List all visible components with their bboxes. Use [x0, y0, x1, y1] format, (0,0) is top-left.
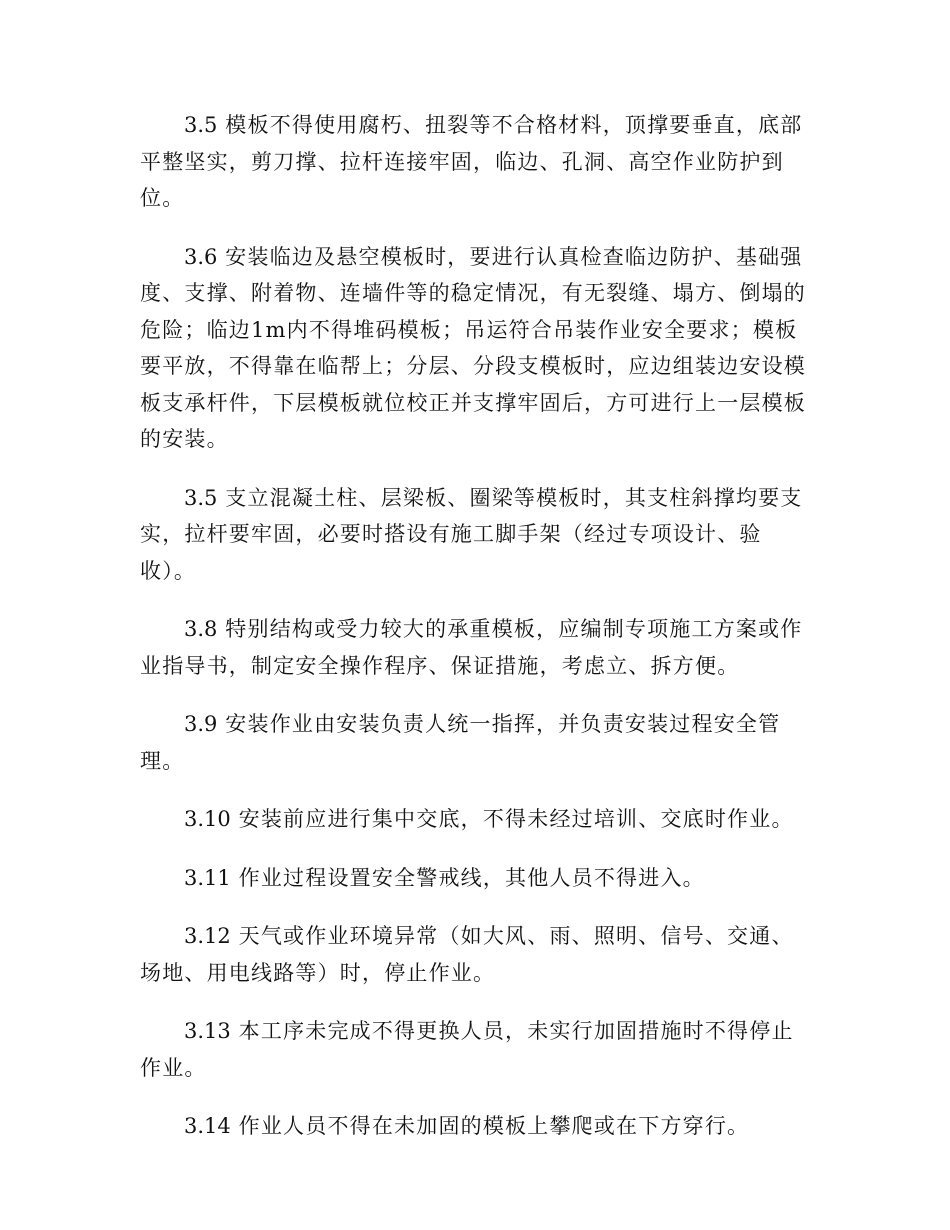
clause-text: 作业过程设置安全警戒线，其他人员不得进入。 [238, 865, 705, 890]
clause-number: 3.14 [184, 1114, 231, 1138]
clause-text: 本工序未完成不得更换人员，未实行加固措施时不得停止作业。 [140, 1019, 794, 1080]
paragraph-3-9-command [140, 706, 810, 779]
clause-text: 特别结构或受力较大的承重模板，应编制专项施工方案或作业指导书，制定安全操作程序、保证措施，考虑立、拆方便。 [140, 617, 803, 678]
paragraph-3-5-column-formwork [140, 480, 810, 590]
paragraph-3-5-materials [140, 107, 810, 217]
clause-text: 作业人员不得在未加固的模板上攀爬或在下方穿行。 [238, 1114, 750, 1138]
clause-text: 安装临边及悬空模板时，要进行认真检查临边防护、基础强度、支撑、附着物、连墙件等的稳定情况，有无裂缝、塌方、倒塌的危险；临边1m内不得堆码模板；吊运符合吊装作业安全要求；模板要平放，不得靠在临帮上；分层、分段支模板时，应边组装边安设模板支承杆件，下层模板就位校正并支撑牢固后，方可进行上一层模板的安装。 [140, 244, 806, 451]
paragraph-3-8-special-structures [140, 611, 810, 684]
clause-number: 3.10 [184, 807, 231, 831]
document-body [140, 107, 810, 1167]
paragraph-3-14-climbing [140, 1108, 810, 1145]
clause-number: 3.9 [184, 712, 218, 736]
paragraph-3-12-weather [140, 918, 810, 991]
clause-number: 3.13 [184, 1019, 231, 1043]
clause-number: 3.11 [184, 865, 231, 890]
clause-text: 模板不得使用腐朽、扭裂等不合格材料，顶撑要垂直，底部平整坚实，剪刀撑、拉杆连接牢固，临边、孔洞、高空作业防护到位。 [140, 113, 803, 210]
paragraph-3-6-edge-formwork [140, 239, 810, 458]
clause-text: 天气或作业环境异常（如大风、雨、照明、信号、交通、场地、用电线路等）时，停止作业。 [140, 924, 794, 985]
clause-number: 3.5 [184, 113, 218, 137]
clause-number: 3.6 [184, 244, 218, 269]
clause-number: 3.5 [184, 485, 218, 510]
paragraph-3-13-personnel [140, 1013, 810, 1086]
clause-number: 3.12 [184, 924, 231, 948]
clause-number: 3.8 [184, 617, 218, 641]
clause-text: 安装前应进行集中交底，不得未经过培训、交底时作业。 [238, 807, 794, 831]
clause-text: 安装作业由安装负责人统一指挥，并负责安装过程安全管理。 [140, 712, 781, 773]
paragraph-3-11-warning-line [140, 860, 810, 897]
clause-text: 支立混凝土柱、层梁板、圈梁等模板时，其支柱斜撑均要支实，拉杆要牢固，必要时搭设有施工脚手架（经过专项设计、验收）。 [140, 485, 803, 583]
paragraph-3-10-briefing [140, 801, 810, 838]
